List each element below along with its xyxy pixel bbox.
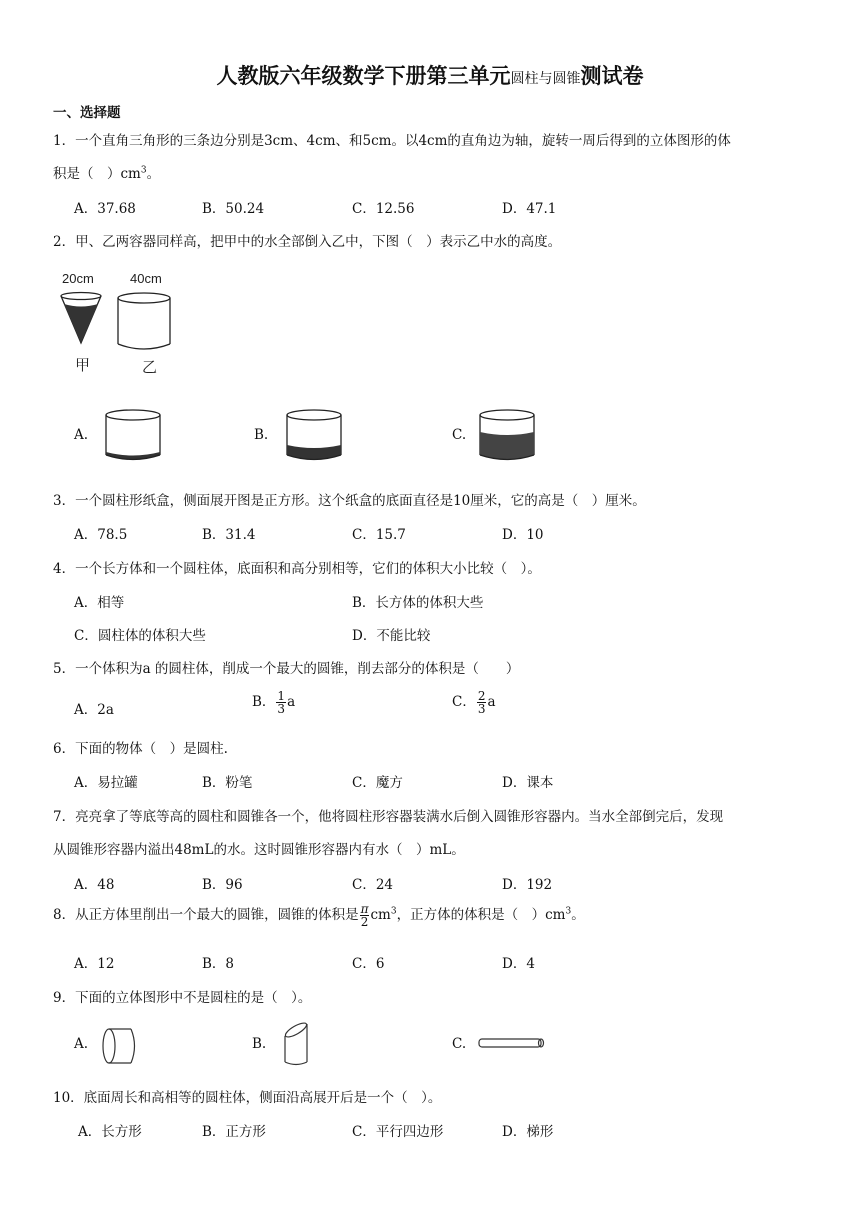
q6-option-d[interactable]: D．课本 <box>502 775 554 791</box>
q8-text: 8．从正方体里削出一个最大的圆锥，圆锥的体积是 <box>53 907 359 923</box>
q5-option-b[interactable] <box>252 690 295 715</box>
q5-b-denominator: 3 <box>277 702 286 716</box>
q8-text2: ，正方体的体积是（ ）cm <box>396 907 566 923</box>
q8-denominator: 2 <box>360 915 369 929</box>
q9-option-c[interactable]: C. <box>452 1036 467 1052</box>
q9-option-c-rod <box>477 1037 547 1051</box>
q5-option-c[interactable] <box>452 690 496 715</box>
q7-option-a[interactable]: A．48 <box>74 877 115 893</box>
q5-b-suffix: a <box>287 694 296 710</box>
question-7-line1: 7．亮亮拿了等底等高的圆柱和圆锥各一个，他将圆柱形容器装满水后倒入圆锥形容器内。当水全部倒完后，发现 <box>53 809 724 825</box>
q2-option-c[interactable]: C. <box>452 427 467 443</box>
question-9: 9．下面的立体图形中不是圆柱的是（ ）。 <box>53 990 312 1006</box>
question-3: 3．一个圆柱形纸盒，侧面展开图是正方形。这个纸盒的底面直径是10厘米，它的高是（ ）厘米。 <box>53 493 646 509</box>
q3-option-b[interactable]: B．31.4 <box>202 527 256 543</box>
q1-sup: 3 <box>140 165 147 176</box>
q9-option-b[interactable]: B. <box>252 1036 267 1052</box>
jia-yi-containers-svg <box>52 268 182 378</box>
title-subject: 圆柱与圆锥 <box>510 71 581 87</box>
q10-option-a[interactable]: A．长方形 <box>78 1124 142 1140</box>
q7-option-b[interactable]: B．96 <box>202 877 243 893</box>
yi-diameter-label: 40cm <box>130 271 162 286</box>
q5-b-fraction <box>276 690 286 715</box>
q8-numerator: π <box>360 902 369 916</box>
q2-option-b-cylinder <box>285 407 345 467</box>
q7-option-c[interactable]: C．24 <box>352 877 394 893</box>
q4-option-b[interactable]: B．长方体的体积大些 <box>352 595 484 611</box>
q1-option-d[interactable]: D．47.1 <box>502 201 557 217</box>
q4-option-d[interactable]: D．不能比较 <box>352 628 431 644</box>
q3-option-a[interactable]: A．78.5 <box>74 527 128 543</box>
q6-option-b[interactable]: B．粉笔 <box>202 775 253 791</box>
q8-option-d[interactable]: D．4 <box>502 956 535 972</box>
q8-option-b[interactable]: B．8 <box>202 956 235 972</box>
page-title <box>0 60 860 90</box>
question-2: 2．甲、乙两容器同样高，把甲中的水全部倒入乙中，下图（ ）表示乙中水的高度。 <box>53 234 562 250</box>
q10-option-b[interactable]: B．正方形 <box>202 1124 266 1140</box>
q1-text: 积是（ ）cm <box>53 166 141 182</box>
q8-option-c[interactable]: C．6 <box>352 956 385 972</box>
q9-option-a-lying-cylinder <box>101 1026 141 1066</box>
title-main: 人教版六年级数学下册第三单元 <box>216 64 511 88</box>
q7-option-d[interactable]: D．192 <box>502 877 553 893</box>
title-suffix: 测试卷 <box>580 64 644 88</box>
jia-diameter-label: 20cm <box>62 271 94 286</box>
q5-c-suffix: a <box>487 694 496 710</box>
q2-option-c-cylinder <box>478 407 538 467</box>
q10-option-c[interactable]: C．平行四边形 <box>352 1124 444 1140</box>
question-10: 10．底面周长和高相等的圆柱体，侧面沿高展开后是一个（ ）。 <box>53 1090 442 1106</box>
question-7-line2: 从圆锥形容器内溢出48mL的水。这时圆锥形容器内有水（ ）mL。 <box>53 842 465 858</box>
q8-end: 。 <box>571 907 585 923</box>
q2-option-a-cylinder <box>104 407 164 467</box>
question-8 <box>53 903 585 928</box>
q4-option-a[interactable]: A．相等 <box>74 595 125 611</box>
q6-option-a[interactable]: A．易拉罐 <box>74 775 138 791</box>
question-6: 6．下面的物体（ ）是圆柱. <box>53 741 228 757</box>
q5-c-numerator: 2 <box>477 689 486 703</box>
q5-c-denominator: 3 <box>477 702 486 716</box>
q1-option-b[interactable]: B．50.24 <box>202 201 265 217</box>
q5-a-value: 2a <box>97 702 114 718</box>
q5-c-label: C． <box>452 694 476 710</box>
jia-label: 甲 <box>75 356 91 374</box>
question-1-line2 <box>53 162 160 182</box>
q10-option-d[interactable]: D．梯形 <box>502 1124 554 1140</box>
q8-sup2: 3 <box>565 906 572 917</box>
q8-unit: cm <box>370 907 391 923</box>
yi-label: 乙 <box>142 358 158 376</box>
q1-option-c[interactable]: C．12.56 <box>352 201 415 217</box>
q5-b-label: B． <box>252 694 276 710</box>
question-4: 4．一个长方体和一个圆柱体，底面积和高分别相等，它们的体积大小比较（ ）。 <box>53 561 541 577</box>
q5-a-label: A． <box>74 702 98 718</box>
q3-option-d[interactable]: D．10 <box>502 527 544 543</box>
q9-option-b-slanted-cylinder <box>280 1020 320 1068</box>
q1-end: 。 <box>146 166 161 182</box>
question-5: 5．一个体积为a 的圆柱体，削成一个最大的圆锥，削去部分的体积是（ ） <box>53 661 520 677</box>
q5-c-fraction <box>477 690 487 715</box>
q5-option-a[interactable] <box>74 698 114 718</box>
q8-sup1: 3 <box>390 906 397 917</box>
q8-fraction <box>360 903 370 928</box>
yi-cylinder <box>118 293 170 349</box>
q4-option-c[interactable]: C．圆柱体的体积大些 <box>74 628 206 644</box>
q3-option-c[interactable]: C．15.7 <box>352 527 406 543</box>
question-1-line1: 1．一个直角三角形的三条边分别是3cm、4cm、和5cm。以4cm的直角边为轴，旋转一周后得到的立体图形的体 <box>53 133 731 149</box>
q8-option-a[interactable]: A．12 <box>74 956 115 972</box>
q1-option-a[interactable]: A．37.68 <box>74 201 136 217</box>
q2-option-a[interactable]: A. <box>74 427 89 443</box>
q6-option-c[interactable]: C．魔方 <box>352 775 403 791</box>
q5-b-numerator: 1 <box>277 689 286 703</box>
q2-option-b[interactable]: B. <box>254 427 269 443</box>
section-heading: 一、选择题 <box>53 105 121 121</box>
q9-option-a[interactable]: A. <box>74 1036 89 1052</box>
jia-cone <box>61 293 101 344</box>
